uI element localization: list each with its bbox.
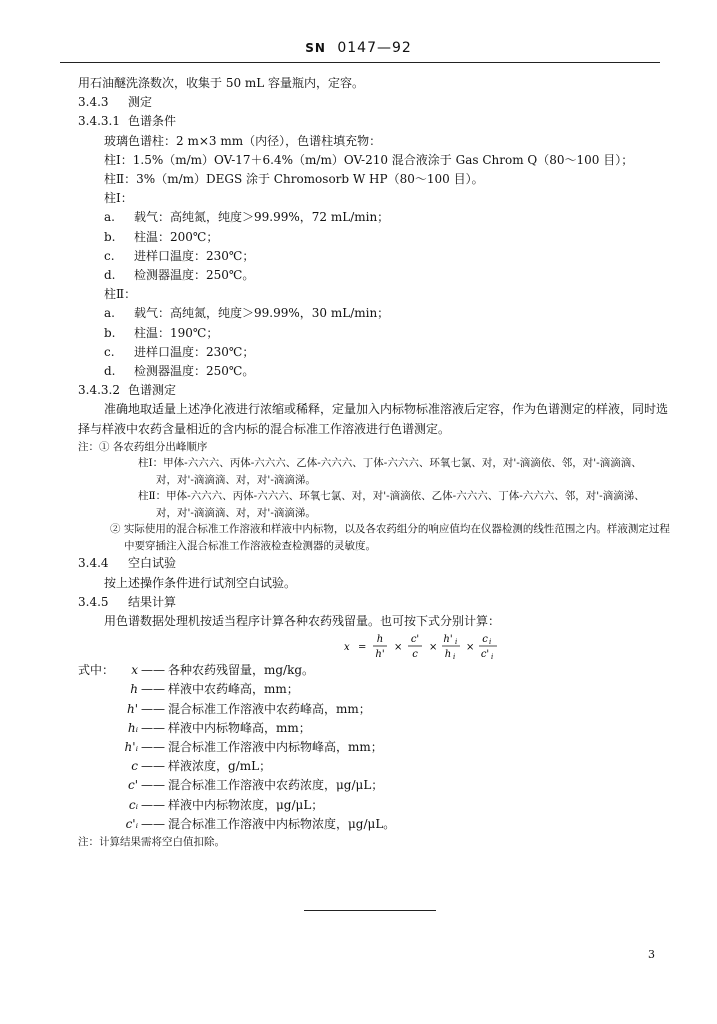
symbol: h'ᵢ — [124, 739, 138, 754]
symbol-row — [78, 719, 676, 738]
section-title: 空白试验 — [128, 556, 177, 571]
dash: —— — [141, 759, 165, 774]
formula-times: × — [394, 642, 403, 654]
list-marker: d. — [104, 268, 116, 283]
section-number: 3.4.3 — [78, 95, 109, 110]
list-marker: a. — [104, 210, 115, 225]
section-number: 3.4.5 — [78, 594, 109, 609]
list-text: 检测器温度：250℃。 — [134, 364, 255, 379]
symbol-desc: 样液中农药峰高，mm； — [168, 682, 299, 697]
standard-code: 0147—92 — [337, 40, 412, 56]
symbol-row — [78, 680, 676, 699]
note-2: ② 实际使用的混合标准工作溶液和样液中内标物，以及各农药组分的响应值均在仪器检测的线性范围之内。样液测定过程中要穿插注入混合标准工作溶液检查检测器的灵敏度。 — [110, 523, 670, 552]
dash: —— — [141, 720, 165, 735]
section-title: 色谱测定 — [128, 383, 177, 398]
blank-test-text: 按上述操作条件进行试剂空白试验。 — [104, 575, 297, 590]
formula-f3-den: h — [444, 649, 452, 661]
document-body — [78, 74, 676, 851]
symbol-definitions — [78, 661, 676, 834]
final-note: 注：计算结果需将空白值扣除。 — [78, 836, 225, 848]
symbol-row — [78, 757, 676, 776]
formula-f4-den-sub: i — [491, 653, 494, 662]
note-label: 注：① — [78, 440, 110, 453]
text-line: 用石油醚洗涤数次，收集于 50 mL 容量瓶内，定容。 — [78, 76, 365, 90]
formula-f4-den: c' — [480, 649, 490, 661]
symbol: x — [131, 663, 138, 678]
list-item — [78, 343, 676, 362]
section-number: 3.4.4 — [78, 556, 109, 571]
symbol-row — [78, 776, 676, 795]
section-heading-3-4-3-2 — [78, 381, 676, 400]
column-2-spec: 柱Ⅱ：3%（m/m）DEGS 涂于 Chromosorb W HP（80～100 目）。 — [104, 172, 484, 187]
symbols-lead: 式中： — [78, 663, 115, 678]
formula-f2-num: c' — [410, 634, 420, 646]
note-line: 柱Ⅱ：甲体-六六六、丙体-六六六、环氧七氯、对，对'-滴滴依、乙体-六六六、丁体-六六六、邻，对'-滴滴涕、 — [138, 490, 645, 503]
formula-svg — [342, 631, 562, 661]
section-heading-3-4-4 — [78, 554, 676, 573]
formula-times: × — [429, 642, 438, 654]
dash: —— — [141, 663, 165, 678]
list-text: 进样口温度：230℃； — [134, 248, 255, 263]
symbol: cᵢ — [128, 797, 138, 812]
list-item — [78, 362, 676, 381]
formula-f1-num: h — [376, 634, 384, 646]
symbol: hᵢ — [127, 720, 138, 735]
list-item — [78, 228, 676, 247]
header-rule — [60, 62, 660, 63]
symbol-desc: 混合标准工作溶液中内标物浓度，μg/μL。 — [168, 816, 396, 831]
formula-f3-num-sub: i — [455, 638, 458, 647]
formula-lhs: x — [344, 642, 350, 654]
section-heading-3-4-3 — [78, 93, 676, 112]
symbol: c' — [127, 778, 138, 793]
list-item — [78, 304, 676, 323]
list-marker: d. — [104, 364, 116, 379]
symbol-row — [78, 796, 676, 815]
symbol-row — [78, 661, 676, 680]
section-heading-3-4-3-1 — [78, 112, 676, 131]
section-title: 色谱条件 — [128, 114, 177, 129]
dash: —— — [141, 816, 165, 831]
list-text: 检测器温度：250℃。 — [134, 268, 255, 283]
dash: —— — [141, 797, 165, 812]
standard-prefix: SN — [305, 41, 326, 55]
page-header — [0, 40, 717, 56]
dash: —— — [141, 778, 165, 793]
list-marker: c. — [104, 344, 115, 359]
formula-f2-den: c — [412, 649, 418, 661]
column-spec: 玻璃色谱柱：2 m×3 mm（内径），色谱柱填充物： — [104, 133, 382, 148]
symbol-row — [78, 700, 676, 719]
note-line: 对，对'-滴滴滴、对，对'-滴滴涕。 — [156, 473, 316, 486]
footer-rule — [304, 910, 436, 911]
formula-f4-num-sub: i — [489, 638, 492, 647]
formula-f3-num: h' — [443, 634, 453, 646]
list-text: 载气：高纯氮，纯度＞99.99%，30 mL/min； — [134, 306, 390, 321]
symbol: h — [130, 682, 138, 697]
column-2-label: 柱Ⅱ： — [104, 287, 137, 302]
column-1-label: 柱Ⅰ： — [104, 191, 133, 206]
note-title: 各农药组分出峰顺序 — [112, 440, 208, 453]
formula-f1-den: h' — [375, 649, 385, 661]
symbol-row — [78, 815, 676, 834]
list-text: 载气：高纯氮，纯度＞99.99%，72 mL/min； — [134, 210, 390, 225]
column-1-spec: 柱Ⅰ：1.5%（m/m）OV-17＋6.4%（m/m）OV-210 混合液涂于 Gas Chrom Q（80～100 目）； — [104, 152, 634, 167]
symbol-desc: 混合标准工作溶液中农药浓度，μg/μL； — [168, 778, 384, 793]
symbol: h' — [126, 701, 138, 716]
symbol-desc: 混合标准工作溶液中农药峰高，mm； — [168, 701, 371, 716]
symbol-desc: 样液中内标物浓度，μg/μL； — [168, 797, 324, 812]
list-marker: b. — [104, 325, 116, 340]
list-text: 柱温：200℃； — [134, 229, 219, 244]
list-marker: c. — [104, 248, 115, 263]
list-item — [78, 324, 676, 343]
list-text: 进样口温度：230℃； — [134, 344, 255, 359]
dash: —— — [141, 739, 165, 754]
page-number: 3 — [648, 948, 655, 961]
notes-block — [78, 439, 676, 555]
symbol-desc: 各种农药残留量，mg/kg。 — [168, 663, 315, 678]
formula-equals: = — [358, 642, 367, 654]
measure-paragraph: 准确地取适量上述净化液进行浓缩或稀释，定量加入内标物标准溶液后定容，作为色谱测定的样液，同时选择与样液中农药含量相近的含内标的混合标准工作溶液进行色谱测定。 — [78, 402, 669, 436]
list-item — [78, 208, 676, 227]
note-1 — [78, 439, 676, 456]
symbol: c'ᵢ — [125, 816, 138, 831]
section-heading-3-4-5 — [78, 593, 676, 612]
list-text: 柱温：190℃； — [134, 325, 219, 340]
symbol: c — [131, 759, 138, 774]
formula-times: × — [466, 642, 475, 654]
section-number: 3.4.3.2 — [78, 383, 120, 398]
symbol-desc: 混合标准工作溶液中内标物峰高，mm； — [168, 739, 383, 754]
calc-text: 用色谱数据处理机按适当程序计算各种农药残留量。也可按下式分别计算： — [104, 613, 501, 628]
list-item — [78, 247, 676, 266]
column-1-conditions — [78, 208, 676, 285]
note-line: 对，对'-滴滴滴、对，对'-滴滴涕。 — [156, 506, 316, 519]
section-title: 结果计算 — [128, 594, 177, 609]
list-marker: b. — [104, 229, 116, 244]
symbol-row — [78, 738, 676, 757]
dash: —— — [141, 682, 165, 697]
dash: —— — [141, 701, 165, 716]
section-title: 测定 — [128, 95, 153, 110]
list-item — [78, 266, 676, 285]
note-line: 柱Ⅰ：甲体-六六六、丙体-六六六、乙体-六六六、丁体-六六六、环氧七氯、对，对'-滴滴依、邻，对'-滴滴滴、 — [138, 457, 642, 470]
symbol-desc: 样液浓度，g/mL； — [168, 759, 272, 774]
result-formula — [78, 631, 676, 661]
section-number: 3.4.3.1 — [78, 114, 120, 129]
column-2-conditions — [78, 304, 676, 381]
symbol-desc: 样液中内标物峰高，mm； — [168, 720, 311, 735]
formula-f4-num: c — [482, 634, 488, 646]
formula-f3-den-sub: i — [453, 653, 456, 662]
list-marker: a. — [104, 306, 115, 321]
